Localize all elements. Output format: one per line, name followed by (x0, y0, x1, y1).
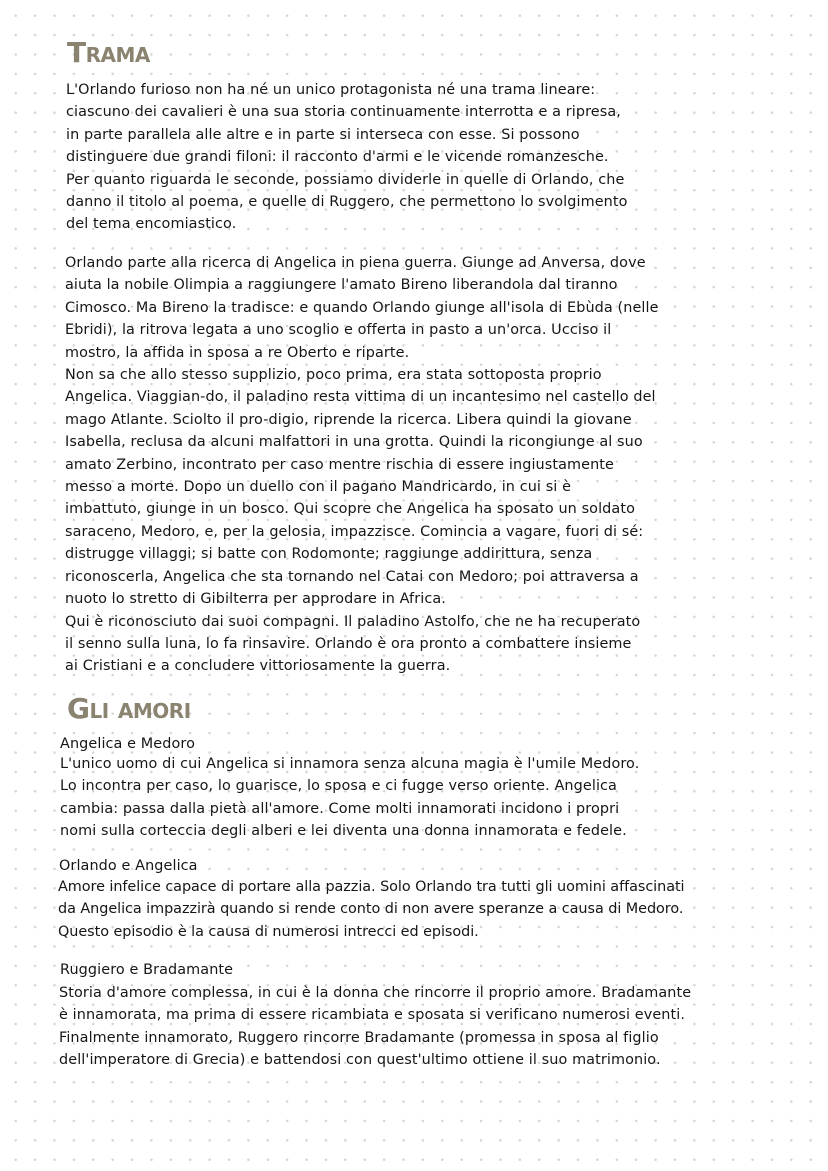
subheading-angelica-medoro: Angelica e Medoro (60, 736, 195, 752)
text-line: Per quanto riguarda le seconde, possiamo dividerle in quelle di Orlando, che (66, 171, 625, 188)
text-line: Orlando parte alla ricerca di Angelica in piena guerra. Giunge ad Anversa, dove (65, 255, 646, 271)
trama-story-paragraph (65, 252, 659, 678)
trama-intro-paragraph (66, 79, 628, 236)
heading-gli-amori: Gli amori (67, 692, 191, 725)
text-line: ciascuno dei cavalieri è una sua storia continuamente interrotta e a ripresa, (66, 104, 621, 121)
text-line: danno il titolo al poema, e quelle di Ruggero, che permettono lo svolgimento (66, 194, 628, 211)
text-line: riconoscerla, Angelica che sta tornando nel Catai con Medoro; poi attraversa a (65, 568, 639, 585)
text-line: nomi sulla corteccia degli alberi e lei diventa una donna innamorata e fedele. (60, 823, 627, 840)
text-line: distrugge villaggi; si batte con Rodomonte; raggiunge addirittura, senza (65, 546, 593, 563)
text-line: Storia d'amore complessa, in cui è la donna che rincorre il proprio amore. Bradamante (59, 985, 692, 1001)
text-line: Angelica. Viaggian-do, il paladino resta vittima di un incantesimo nel castello del (65, 389, 656, 406)
text-line: Isabella, reclusa da alcuni malfattori in una grotta. Quindi la ricongiunge al suo (65, 434, 643, 451)
text-line: mago Atlante. Sciolto il pro-digio, riprende la ricerca. Libera quindi la giovane (65, 411, 632, 428)
text-line: Ebridi), la ritrova legata a uno scoglio e offerta in pasto a un'orca. Ucciso il (65, 322, 612, 339)
subheading-ruggiero-bradamante: Ruggiero e Bradamante (60, 962, 234, 978)
text-line: dell'imperatore di Grecia) e battendosi con quest'ultimo ottiene il suo matrimonio. (59, 1052, 661, 1069)
text-line: è innamorata, ma prima di essere ricambiata e sposata si verificano numerosi eventi. (59, 1007, 686, 1024)
angelica-medoro-paragraph (60, 753, 639, 843)
text-line: il senno sulla luna, lo fa rinsavire. Orlando è ora pronto a combattere insieme (65, 635, 632, 652)
orlando-angelica-paragraph (58, 876, 685, 943)
text-line: saraceno, Medoro, e, per la gelosia, impazzisce. Comincia a vagare, fuori di sé: (65, 523, 644, 540)
text-line: del tema encomiastico. (66, 216, 237, 233)
text-line: amato Zerbino, incontrato per caso mentre rischia di essere ingiustamente (65, 456, 615, 473)
text-line: cambia: passa dalla pietà all'amore. Come molti innamorati incidono i propri (60, 800, 620, 817)
text-line: distinguere due grandi filoni: il racconto d'armi e le vicende romanzesche. (66, 149, 609, 166)
text-line: Qui è riconosciuto dai suoi compagni. Il paladino Astolfo, che ne ha recuperato (65, 613, 641, 630)
text-line: Non sa che allo stesso supplizio, poco prima, era stata sottoposta proprio (65, 367, 602, 384)
subheading-orlando-angelica: Orlando e Angelica (59, 858, 198, 874)
text-line: L'unico uomo di cui Angelica si innamora senza alcuna magia è l'umile Medoro. (60, 756, 640, 772)
text-line: imbattuto, giunge in un bosco. Qui scopre che Angelica ha sposato un soldato (65, 501, 635, 518)
text-line: Amore infelice capace di portare alla pazzia. Solo Orlando tra tutti gli uomini affascinati (58, 879, 685, 895)
text-line: in parte parallela alle altre e in parte si interseca con esse. Si possono (66, 126, 580, 143)
ruggiero-bradamante-paragraph (59, 982, 691, 1072)
text-line: aiuta la nobile Olimpia a raggiungere l'amato Bireno liberandola dal tiranno (65, 277, 618, 294)
text-line: messo a morte. Dopo un duello con il pagano Mandricardo, in cui si è (65, 479, 572, 496)
text-line: Lo incontra per caso, lo guarisce, lo sposa e ci fugge verso oriente. Angelica (60, 778, 617, 795)
text-line: Finalmente innamorato, Ruggero rincorre Bradamante (promessa in sposa al figlio (59, 1029, 659, 1046)
text-line: L'Orlando furioso non ha né un unico protagonista né una trama lineare: (66, 82, 596, 98)
text-line: Questo episodio è la causa di numerosi intrecci ed episodi. (58, 923, 479, 940)
heading-trama: Trama (67, 36, 150, 69)
text-line: ai Cristiani e a concludere vittoriosamente la guerra. (65, 658, 451, 675)
text-line: mostro, la affida in sposa a re Oberto e riparte. (65, 344, 410, 361)
text-line: da Angelica impazzirà quando si rende conto di non avere speranze a causa di Medoro. (58, 901, 684, 918)
text-line: nuoto lo stretto di Gibilterra per approdare in Africa. (65, 591, 446, 608)
text-line: Cimosco. Ma Bireno la tradisce: e quando Orlando giunge all'isola di Ebùda (nelle (65, 299, 659, 316)
